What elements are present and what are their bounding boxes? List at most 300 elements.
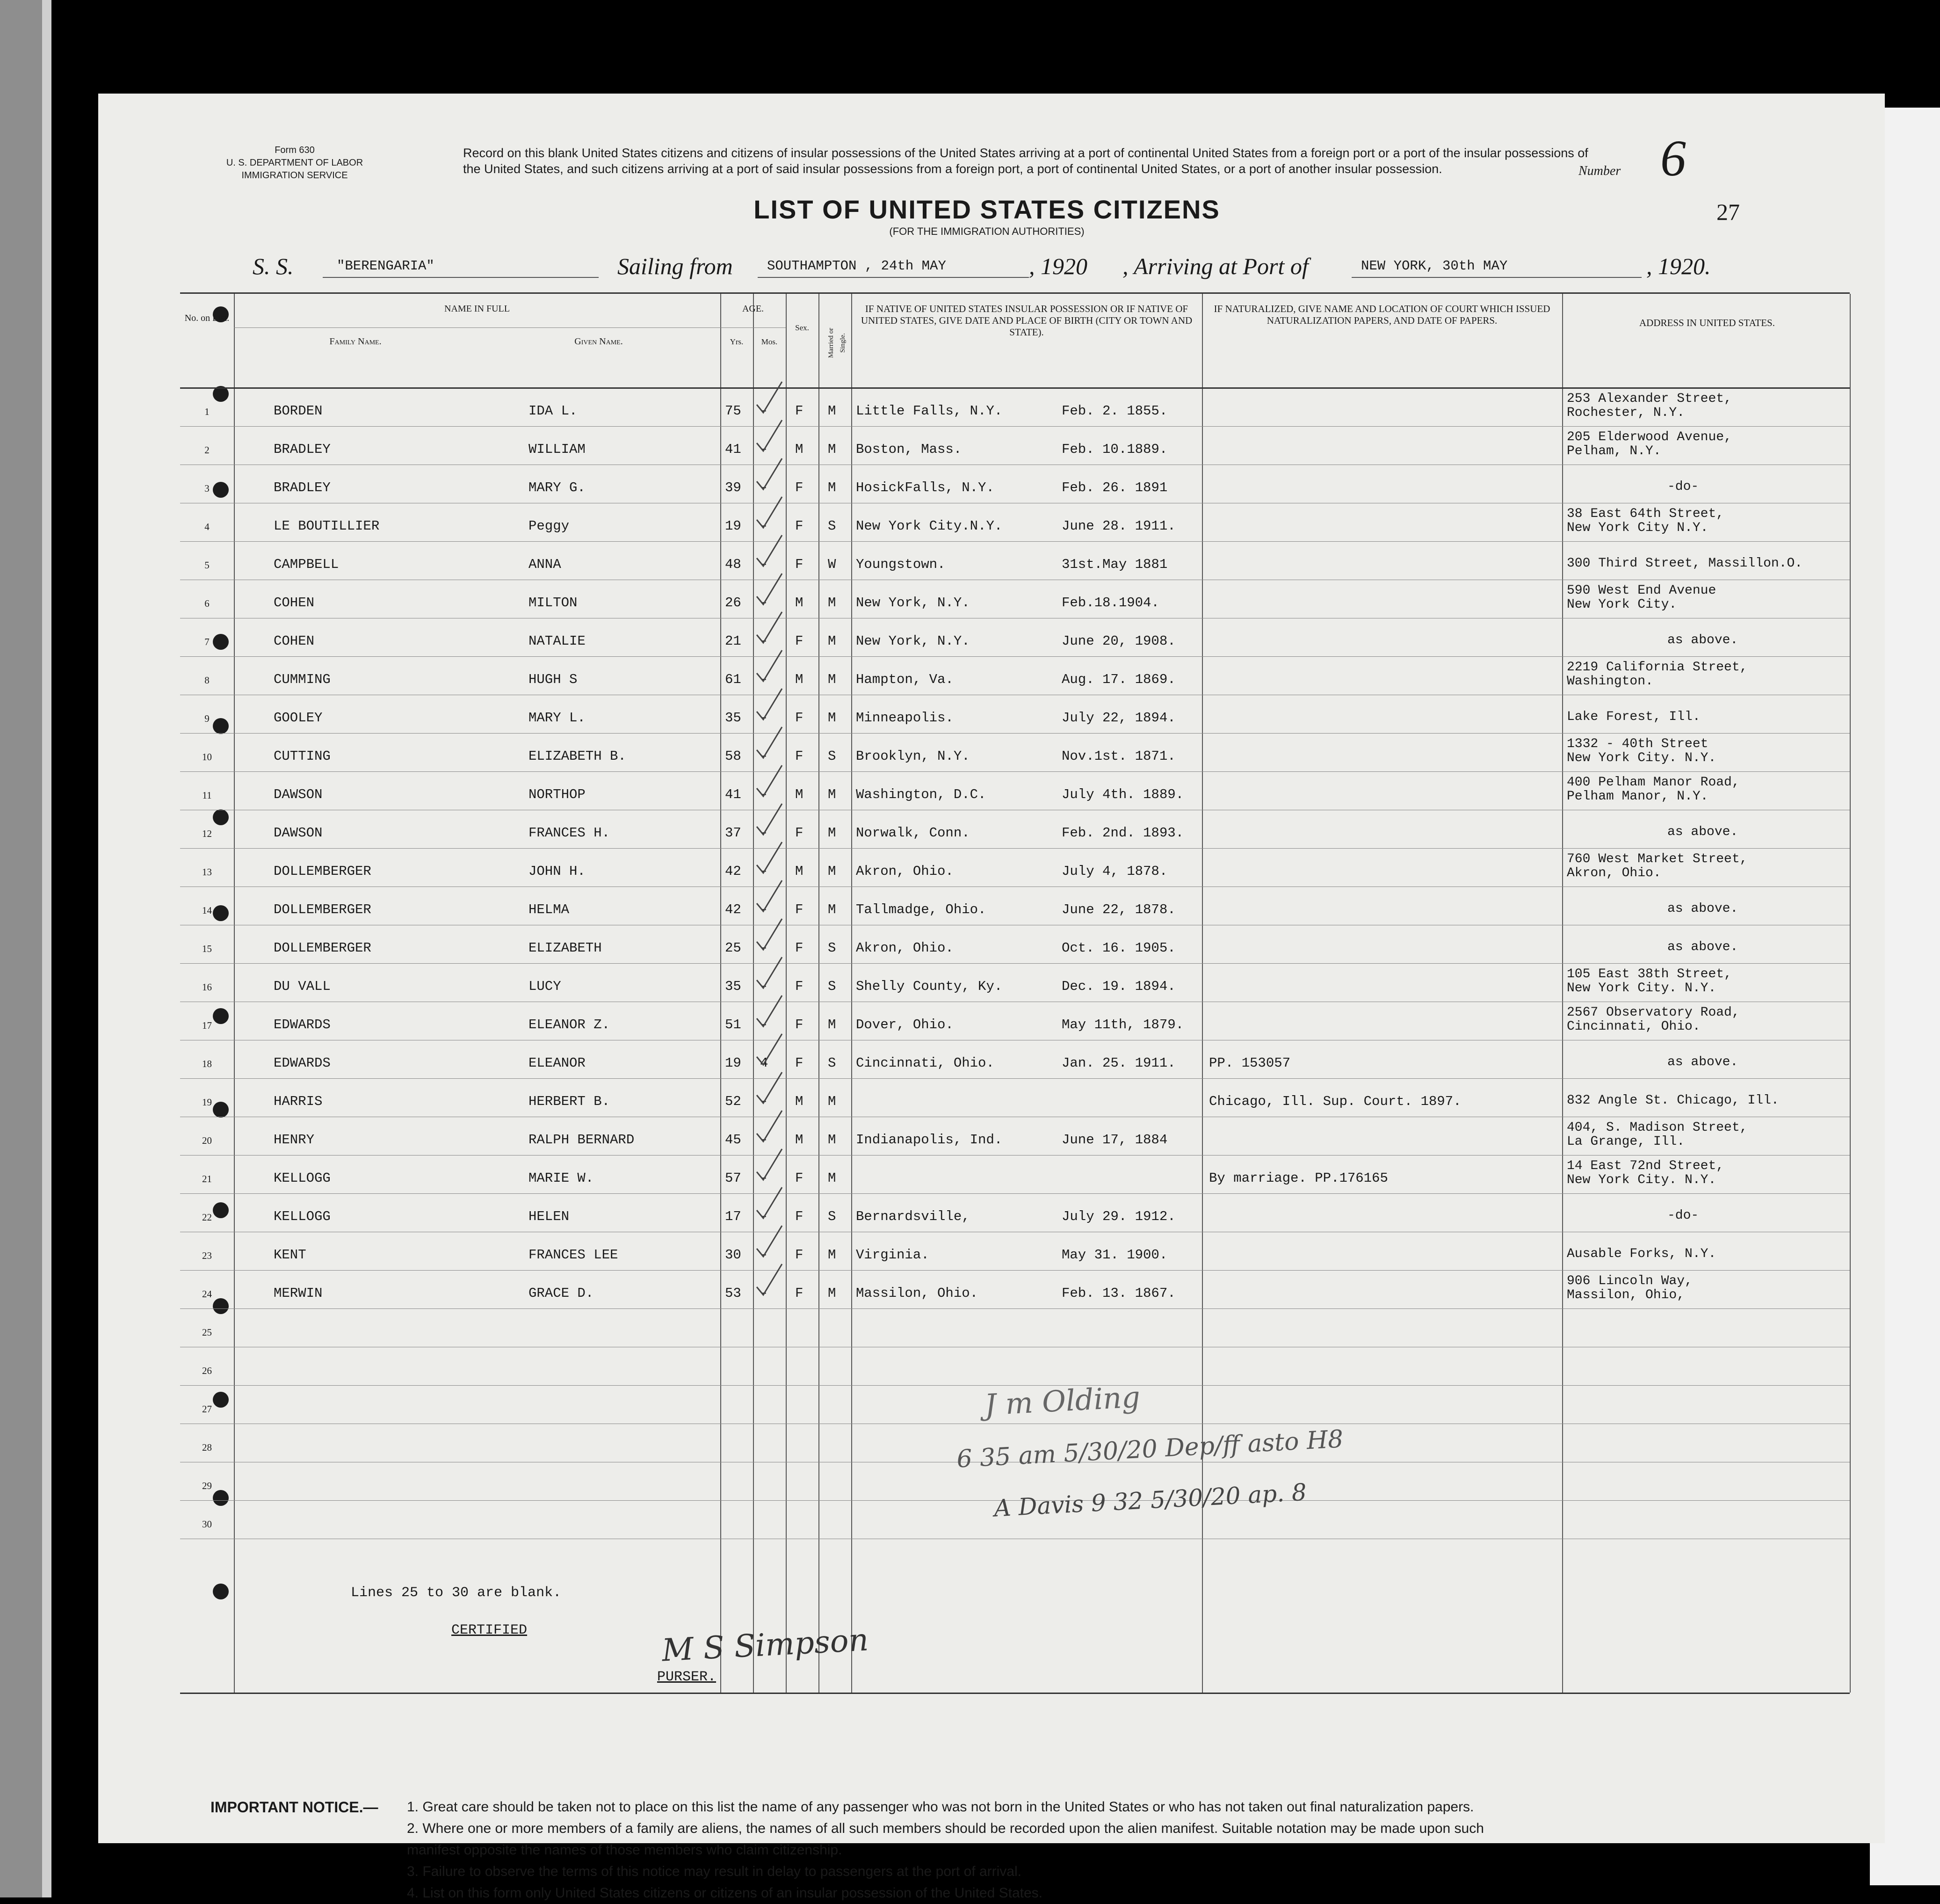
- cell-place: Cincinnati, Ohio.: [856, 1055, 994, 1071]
- cell-address-line-2: La Grange, Ill.: [1567, 1134, 1685, 1149]
- checkmark-icon: [753, 1031, 786, 1068]
- cell-yrs: 53: [725, 1286, 741, 1301]
- department-name: U. S. DEPARTMENT OF LABOR: [226, 158, 363, 168]
- cell-place: Little Falls, N.Y.: [856, 403, 1003, 419]
- cell-yrs: 57: [725, 1170, 741, 1186]
- cell-given: MARIE W.: [528, 1170, 594, 1186]
- cell-mos: -: [760, 979, 768, 994]
- notice-item: 2. Where one or more members of a family are aliens, the names of all such members should be recorded upon the alien manifest. Suitable notation may be made upon such: [407, 1821, 1484, 1836]
- cell-sex: M: [795, 1132, 804, 1148]
- cell-mos: -: [760, 710, 768, 726]
- cell-yrs: 42: [725, 864, 741, 879]
- row-number: 21: [202, 1173, 212, 1185]
- cell-place: Youngstown.: [856, 557, 946, 572]
- cell-address-line-1: 253 Alexander Street,: [1567, 392, 1732, 406]
- cell-mos: -: [760, 442, 768, 457]
- cell-yrs: 42: [725, 902, 741, 917]
- checkmark-stroke: [757, 727, 782, 758]
- cell-mos: -: [760, 864, 768, 879]
- cell-family: DOLLEMBERGER: [274, 902, 371, 917]
- cell-yrs: 58: [725, 749, 741, 764]
- cell-ms: S: [828, 940, 836, 956]
- row-number: 18: [202, 1058, 212, 1069]
- cell-given: NORTHOP: [528, 787, 586, 802]
- checkmark-stroke: [757, 1034, 782, 1065]
- row-number: 26: [202, 1365, 212, 1376]
- checkmark-stroke: [757, 1264, 782, 1295]
- table-row: [180, 1155, 1850, 1194]
- cell-date: Oct. 16. 1905.: [1062, 940, 1176, 956]
- table-row: [180, 1271, 1850, 1309]
- cell-mos: -: [760, 480, 768, 495]
- cell-mos: 4: [760, 1055, 768, 1071]
- row-number: 2: [204, 444, 210, 456]
- cell-yrs: 51: [725, 1017, 741, 1032]
- table-row: [180, 503, 1850, 542]
- table-row: [180, 580, 1850, 618]
- cell-family: CUTTING: [274, 749, 331, 764]
- cell-place: Dover, Ohio.: [856, 1017, 954, 1032]
- arriving-label: , Arriving at Port of: [1122, 253, 1309, 279]
- cell-place: Boston, Mass.: [856, 442, 962, 457]
- cell-family: BRADLEY: [274, 480, 331, 495]
- cell-family: DU VALL: [274, 979, 331, 994]
- cell-date: 31st.May 1881: [1062, 557, 1168, 572]
- cell-given: FRANCES H.: [528, 825, 610, 841]
- table-row: [180, 1117, 1850, 1155]
- cell-address-line-1: 2219 California Street,: [1567, 660, 1748, 675]
- row-number: 4: [204, 521, 210, 532]
- header-birth: IF NATIVE OF UNITED STATES INSULAR POSSESSION OR IF NATIVE OF UNITED STATES, GIVE DATE AND PLACE OF BIRTH (CITY OR TOWN AND STATE).: [861, 303, 1193, 338]
- row-number: 15: [202, 943, 212, 954]
- cell-mos: -: [760, 672, 768, 687]
- header-family-name: Family Name.: [329, 336, 382, 347]
- cell-given: HELMA: [528, 902, 570, 917]
- cell-mos: -: [760, 1094, 768, 1109]
- cell-place: Minneapolis.: [856, 710, 954, 726]
- cell-given: ANNA: [528, 557, 561, 572]
- cell-family: MERWIN: [274, 1286, 323, 1301]
- cell-yrs: 26: [725, 595, 741, 610]
- handwritten-time-note: 6 35 am 5/30/20 Dep/ff asto H8: [956, 1425, 1344, 1474]
- cell-mos: -: [760, 595, 768, 610]
- checkmark-stroke: [757, 919, 782, 950]
- list-number: 6: [1660, 130, 1686, 187]
- cell-ms: S: [828, 749, 836, 764]
- cell-yrs: 61: [725, 672, 741, 687]
- cell-given: IDA L.: [528, 403, 578, 419]
- cell-date: May 31. 1900.: [1062, 1247, 1168, 1263]
- number-label: Number: [1578, 164, 1621, 178]
- row-number: 5: [204, 560, 210, 571]
- cell-ms: S: [828, 1209, 836, 1224]
- cell-family: LE BOUTILLIER: [274, 518, 380, 534]
- checkmark-icon: [753, 1223, 786, 1260]
- cell-mos: -: [760, 902, 768, 917]
- checkmark-stroke: [757, 880, 782, 911]
- cell-address-line-1: -do-: [1667, 1208, 1699, 1223]
- cell-sex: F: [795, 1286, 804, 1301]
- cell-given: MARY L.: [528, 710, 586, 726]
- cell-yrs: 45: [725, 1132, 741, 1148]
- cell-ms: S: [828, 979, 836, 994]
- header-address: ADDRESS IN UNITED STATES.: [1639, 317, 1775, 328]
- ship-name: "BERENGARIA": [337, 258, 434, 274]
- cell-yrs: 19: [725, 518, 741, 534]
- cell-address-line-1: 2567 Observatory Road,: [1567, 1005, 1740, 1020]
- cell-given: HELEN: [528, 1209, 570, 1224]
- cell-ms: M: [828, 902, 836, 917]
- row-number: 22: [202, 1212, 212, 1223]
- table-row: [180, 542, 1850, 580]
- row-number: 13: [202, 866, 212, 878]
- row-number: 23: [202, 1250, 212, 1261]
- cell-given: ELIZABETH: [528, 940, 602, 956]
- checkmark-stroke: [757, 612, 782, 643]
- cell-date: July 22, 1894.: [1062, 710, 1176, 726]
- checkmark-icon: [753, 916, 786, 953]
- cell-yrs: 41: [725, 442, 741, 457]
- cell-mos: -: [760, 1170, 768, 1186]
- cell-family: BORDEN: [274, 403, 323, 419]
- cell-ms: M: [828, 1247, 836, 1263]
- cell-given: LUCY: [528, 979, 561, 994]
- cell-ms: M: [828, 1170, 836, 1186]
- table-row: [180, 734, 1850, 772]
- voyage-line: [253, 253, 1852, 281]
- cell-ms: M: [828, 710, 836, 726]
- table-row: [180, 657, 1850, 695]
- purser-signature: M S Simpson: [661, 1621, 869, 1669]
- year-2: , 1920.: [1646, 253, 1711, 279]
- cell-place: Hampton, Va.: [856, 672, 954, 687]
- row-number: 29: [202, 1480, 212, 1491]
- cell-date: Feb. 13. 1867.: [1062, 1286, 1176, 1301]
- cell-family: HARRIS: [274, 1094, 323, 1109]
- passenger-table: [180, 292, 1850, 1694]
- cell-place: Massilon, Ohio.: [856, 1286, 978, 1301]
- checkmark-icon: [753, 801, 786, 838]
- cell-yrs: 21: [725, 633, 741, 649]
- cell-ms: S: [828, 518, 836, 534]
- cell-address-line-1: Ausable Forks, N.Y.: [1567, 1247, 1716, 1261]
- table-row: [180, 1232, 1850, 1271]
- cell-address-line-1: 906 Lincoln Way,: [1567, 1274, 1693, 1288]
- header-sex: Sex.: [795, 323, 809, 332]
- cell-family: CAMPBELL: [274, 557, 339, 572]
- header-rule: [720, 327, 786, 328]
- cell-date: Feb. 2nd. 1893.: [1062, 825, 1184, 841]
- cell-ms: M: [828, 1094, 836, 1109]
- cell-given: MARY G.: [528, 480, 586, 495]
- cell-ms: M: [828, 403, 836, 419]
- checkmark-stroke: [757, 650, 782, 681]
- checkmark-stroke: [757, 497, 782, 528]
- cell-sex: M: [795, 1094, 804, 1109]
- page-number: 27: [1716, 199, 1740, 225]
- cell-address-line-1: 832 Angle St. Chicago, Ill.: [1567, 1093, 1779, 1108]
- cell-sex: F: [795, 1017, 804, 1032]
- cell-ms: M: [828, 1286, 836, 1301]
- cell-place: Shelly County, Ky.: [856, 979, 1003, 994]
- cell-sex: F: [795, 902, 804, 917]
- cell-family: DOLLEMBERGER: [274, 940, 371, 956]
- checkmark-icon: [753, 456, 786, 493]
- cell-yrs: 35: [725, 710, 741, 726]
- row-number: 30: [202, 1519, 212, 1530]
- cell-nat: PP. 153057: [1209, 1055, 1291, 1071]
- cell-date: June 20, 1908.: [1062, 633, 1176, 649]
- table-row: [180, 1309, 1850, 1347]
- cell-ms: M: [828, 787, 836, 802]
- cell-sex: F: [795, 749, 804, 764]
- cell-place: Tallmadge, Ohio.: [856, 902, 986, 917]
- cell-given: HUGH S: [528, 672, 578, 687]
- cell-sex: M: [795, 864, 804, 879]
- cell-family: COHEN: [274, 633, 315, 649]
- page-subtitle: (FOR THE IMMIGRATION AUTHORITIES): [889, 225, 1085, 237]
- cell-address-line-2: New York City. N.Y.: [1567, 981, 1716, 996]
- cell-mos: -: [760, 749, 768, 764]
- cell-address-line-2: Washington.: [1567, 674, 1653, 689]
- cell-family: CUMMING: [274, 672, 331, 687]
- cell-sex: M: [795, 442, 804, 457]
- checkmark-stroke: [757, 420, 782, 451]
- checkmark-stroke: [757, 382, 782, 413]
- cell-address-line-1: Lake Forest, Ill.: [1567, 710, 1701, 724]
- cell-address-line-1: 105 East 38th Street,: [1567, 967, 1732, 981]
- cell-place: HosickFalls, N.Y.: [856, 480, 994, 495]
- cell-date: June 28. 1911.: [1062, 518, 1176, 534]
- underline: [323, 277, 599, 278]
- cell-place: Washington, D.C.: [856, 787, 986, 802]
- cell-address-line-2: New York City. N.Y.: [1567, 751, 1716, 765]
- checkmark-icon: [753, 954, 786, 992]
- cell-family: GOOLEY: [274, 710, 323, 726]
- cell-place: New York, N.Y.: [856, 595, 970, 610]
- handwritten-inspector-note: J m Olding: [984, 1380, 1141, 1422]
- cell-place: Norwalk, Conn.: [856, 825, 970, 841]
- notice-item: manifest opposite the names of those members who claim citizenship.: [407, 1842, 842, 1858]
- cell-ms: M: [828, 442, 836, 457]
- cell-address-line-2: New York City. N.Y.: [1567, 1173, 1716, 1187]
- checkmark-icon: [753, 686, 786, 723]
- header-naturalized: IF NATURALIZED, GIVE NAME AND LOCATION OF COURT WHICH ISSUED NATURALIZATION PAPERS, AND DATE OF PAPERS.: [1214, 303, 1550, 326]
- header-married-single: Married or Single.: [827, 327, 847, 358]
- table-row: [180, 695, 1850, 734]
- row-number: 1: [204, 406, 210, 417]
- cell-address-line-1: 400 Pelham Manor Road,: [1567, 775, 1740, 790]
- checkmark-stroke: [757, 1111, 782, 1141]
- cell-date: Aug. 17. 1869.: [1062, 672, 1176, 687]
- cell-yrs: 17: [725, 1209, 741, 1224]
- cell-family: KELLOGG: [274, 1170, 331, 1186]
- cell-family: HENRY: [274, 1132, 315, 1148]
- cell-ms: M: [828, 480, 836, 495]
- cell-mos: -: [760, 633, 768, 649]
- checkmark-stroke: [757, 574, 782, 604]
- column-rule: [1850, 294, 1851, 1693]
- table-row: [180, 849, 1850, 887]
- cell-address-line-1: 1332 - 40th Street: [1567, 737, 1708, 751]
- table-row: [180, 427, 1850, 465]
- header-given-name: Given Name.: [574, 336, 623, 347]
- cell-given: FRANCES LEE: [528, 1247, 618, 1263]
- notice-label: IMPORTANT NOTICE.—: [210, 1799, 378, 1816]
- cell-mos: -: [760, 518, 768, 534]
- cell-yrs: 41: [725, 787, 741, 802]
- cell-address-line-1: 205 Elderwood Avenue,: [1567, 430, 1732, 444]
- cell-sex: F: [795, 1247, 804, 1263]
- cell-yrs: 39: [725, 480, 741, 495]
- sailing-from: SOUTHAMPTON , 24th MAY: [767, 258, 946, 274]
- cell-sex: M: [795, 672, 804, 687]
- underline: [758, 277, 1029, 278]
- checkmark-icon: [753, 1185, 786, 1222]
- cell-mos: -: [760, 825, 768, 841]
- cell-sex: F: [795, 1209, 804, 1224]
- scan-edge-left-strip: [42, 0, 51, 1897]
- cell-yrs: 52: [725, 1094, 741, 1109]
- cell-address-line-2: Cincinnati, Ohio.: [1567, 1019, 1701, 1034]
- checkmark-icon: [753, 1261, 786, 1299]
- cell-given: ELIZABETH B.: [528, 749, 626, 764]
- checkmark-stroke: [757, 1149, 782, 1180]
- cell-place: Akron, Ohio.: [856, 864, 954, 879]
- cell-family: KENT: [274, 1247, 306, 1263]
- checkmark-stroke: [757, 842, 782, 873]
- cell-place: New York, N.Y.: [856, 633, 970, 649]
- row-number: 3: [204, 483, 210, 494]
- row-number: 27: [202, 1403, 212, 1415]
- row-number: 20: [202, 1135, 212, 1146]
- cell-date: Feb. 26. 1891: [1062, 480, 1168, 495]
- handwritten-admission-note: A Davis 9 32 5/30/20 ap. 8: [993, 1478, 1308, 1522]
- cell-date: Feb. 10.1889.: [1062, 442, 1168, 457]
- checkmark-icon: [753, 647, 786, 685]
- checkmark-icon: [753, 494, 786, 531]
- cell-ms: M: [828, 1017, 836, 1032]
- cell-address-line-2: Pelham, N.Y.: [1567, 444, 1661, 458]
- cell-date: May 11th, 1879.: [1062, 1017, 1184, 1032]
- cell-family: DAWSON: [274, 787, 323, 802]
- table-row: [180, 1002, 1850, 1040]
- cell-sex: F: [795, 979, 804, 994]
- record-instructions: Record on this blank United States citizens and citizens of insular possessions of the United States arriving at a port of continental United States from a foreign port or a port of the insular possessions of the United States, and such citizens arriving at a port of said insular possessions from a foreign port, a port of continental United States, or a port of another insular possession.: [463, 146, 1588, 176]
- cell-place: Indianapolis, Ind.: [856, 1132, 1003, 1148]
- table-row: [180, 964, 1850, 1002]
- blank-lines-note: Lines 25 to 30 are blank.: [351, 1585, 562, 1601]
- cell-family: EDWARDS: [274, 1055, 331, 1071]
- cell-date: Feb.18.1904.: [1062, 595, 1159, 610]
- cell-sex: F: [795, 633, 804, 649]
- row-number: 19: [202, 1097, 212, 1108]
- cell-date: June 22, 1878.: [1062, 902, 1176, 917]
- table-row: [180, 810, 1850, 849]
- cell-given: HERBERT B.: [528, 1094, 610, 1109]
- row-number: 24: [202, 1288, 212, 1300]
- sailing-label: Sailing from: [617, 253, 733, 279]
- page-title: LIST OF UNITED STATES CITIZENS: [753, 195, 1220, 224]
- row-number: 17: [202, 1020, 212, 1031]
- row-number: 7: [204, 636, 210, 647]
- cell-given: ELEANOR Z.: [528, 1017, 610, 1032]
- checkmark-icon: [753, 763, 786, 800]
- cell-yrs: 48: [725, 557, 741, 572]
- underline: [1352, 277, 1642, 278]
- checkmark-icon: [753, 1108, 786, 1145]
- cell-sex: F: [795, 518, 804, 534]
- cell-address-line-1: 590 West End Avenue: [1567, 583, 1716, 598]
- cell-yrs: 25: [725, 940, 741, 956]
- cell-nat: Chicago, Ill. Sup. Court. 1897.: [1209, 1094, 1462, 1109]
- notice-item: 1. Great care should be taken not to place on this list the name of any passenger who was not born in the United States or who has not taken out final naturalization papers.: [407, 1799, 1474, 1815]
- cell-mos: -: [760, 1286, 768, 1301]
- cell-sex: F: [795, 480, 804, 495]
- cell-family: DAWSON: [274, 825, 323, 841]
- cell-sex: F: [795, 940, 804, 956]
- cell-address-line-1: as above.: [1667, 633, 1738, 647]
- checkmark-stroke: [757, 804, 782, 835]
- checkmark-icon: [753, 532, 786, 570]
- cell-sex: F: [795, 557, 804, 572]
- cell-sex: F: [795, 1055, 804, 1071]
- cell-ms: M: [828, 672, 836, 687]
- cell-date: Dec. 19. 1894.: [1062, 979, 1176, 994]
- row-number: 16: [202, 981, 212, 993]
- cell-ms: M: [828, 864, 836, 879]
- table-row: [180, 1040, 1850, 1079]
- cell-sex: F: [795, 403, 804, 419]
- cell-mos: -: [760, 787, 768, 802]
- checkmark-stroke: [757, 957, 782, 988]
- cell-mos: -: [760, 1247, 768, 1263]
- cell-sex: F: [795, 825, 804, 841]
- cell-address-line-2: Akron, Ohio.: [1567, 866, 1661, 880]
- cell-address-line-1: as above.: [1667, 940, 1738, 954]
- cell-place: Akron, Ohio.: [856, 940, 954, 956]
- ss-label: S. S.: [253, 253, 294, 279]
- cell-address-line-1: as above.: [1667, 1055, 1738, 1069]
- row-number: 10: [202, 751, 212, 763]
- checkmark-icon: [753, 609, 786, 647]
- cell-ms: M: [828, 1132, 836, 1148]
- row-number: 11: [202, 790, 212, 801]
- cell-address-line-1: -do-: [1667, 480, 1699, 494]
- row-number: 25: [202, 1327, 212, 1338]
- checkmark-icon: [753, 993, 786, 1030]
- notice-item: 3. Failure to observe the terms of this notice may result in delay to passengers at the port of arrival.: [407, 1864, 1021, 1879]
- cell-date: July 4, 1878.: [1062, 864, 1168, 879]
- cell-given: NATALIE: [528, 633, 586, 649]
- checkmark-stroke: [757, 1226, 782, 1257]
- cell-sex: F: [795, 710, 804, 726]
- form-number: Form 630: [275, 145, 315, 155]
- checkmark-stroke: [757, 1072, 782, 1103]
- cell-date: June 17, 1884: [1062, 1132, 1168, 1148]
- checkmark-icon: [753, 1069, 786, 1107]
- cell-address-line-1: 404, S. Madison Street,: [1567, 1120, 1748, 1135]
- table-row: [180, 1194, 1850, 1232]
- header-months: Mos.: [761, 337, 778, 346]
- cell-given: RALPH BERNARD: [528, 1132, 635, 1148]
- cell-given: Peggy: [528, 518, 570, 534]
- cell-family: EDWARDS: [274, 1017, 331, 1032]
- year-1: , 1920: [1029, 253, 1087, 279]
- checkmark-stroke: [757, 1187, 782, 1218]
- cell-address-line-2: Pelham Manor, N.Y.: [1567, 789, 1708, 804]
- cell-date: July 4th. 1889.: [1062, 787, 1184, 802]
